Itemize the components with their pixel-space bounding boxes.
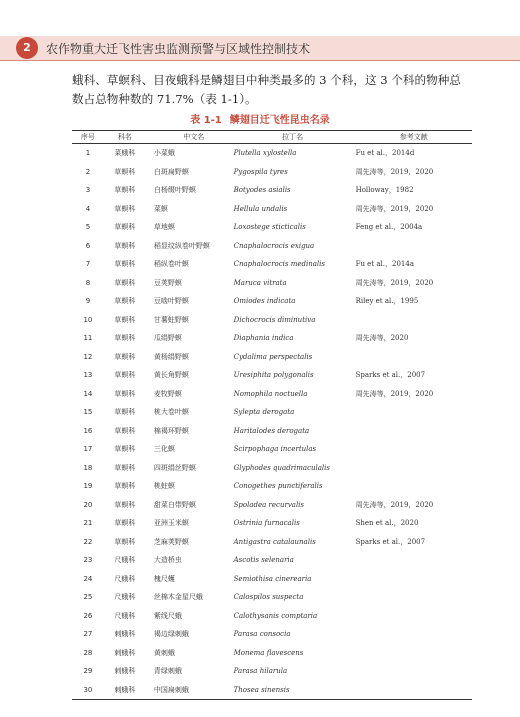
table-row [72, 274, 472, 293]
table-row [72, 496, 472, 515]
cell-no: 15 [83, 408, 93, 417]
cell-family: 草螟科 [114, 389, 136, 398]
table-caption-title: 鳞翅目迁飞性昆虫名录 [229, 115, 330, 126]
cell-reference: Fu et al.，2014a [355, 260, 414, 269]
cell-latin-name: Antigastra catalaunalis [233, 537, 316, 546]
table-row [72, 292, 472, 311]
cell-latin-name: Maruca vitrata [233, 278, 287, 287]
cell-reference: 周先涛等，2019，2020 [355, 500, 434, 509]
cell-family: 草螟科 [114, 482, 136, 491]
cell-no: 23 [83, 556, 93, 565]
cell-no: 19 [83, 482, 93, 491]
table-row [72, 570, 472, 589]
cell-chinese-name: 褐边绿刺蛾 [153, 630, 189, 639]
cell-family: 草螟科 [114, 315, 136, 324]
cell-reference [352, 422, 472, 441]
cell-family: 草螟科 [114, 260, 136, 269]
cell-no: 2 [85, 167, 91, 176]
cell-no: 17 [83, 445, 93, 454]
cell-no: 27 [83, 630, 93, 639]
table-row [72, 625, 472, 644]
cell-no: 24 [83, 574, 93, 583]
cell-chinese-name: 白斑扁野螟 [153, 167, 189, 176]
cell-reference: 周先涛等，2019，2020 [355, 278, 434, 287]
column-header-chinese-name: 中文名 [146, 131, 234, 144]
cell-no: 28 [83, 648, 93, 657]
cell-chinese-name: 豆荚野螟 [153, 278, 182, 287]
cell-reference [352, 311, 472, 330]
cell-reference: 周先涛等，2020 [355, 334, 409, 343]
table-row [72, 311, 472, 330]
table-row [72, 144, 472, 163]
column-header-reference: 参考文献 [352, 131, 472, 144]
cell-no: 12 [83, 352, 93, 361]
cell-no: 22 [83, 537, 93, 546]
cell-latin-name: Haritalodes derogata [233, 426, 310, 435]
cell-chinese-name: 槐尺蠖 [153, 574, 175, 583]
cell-chinese-name: 白杨缀叶野螟 [153, 186, 196, 195]
cell-reference: Shen et al.，2020 [355, 519, 419, 528]
cell-reference: 周先涛等，2019，2020 [355, 204, 434, 213]
cell-family: 草螟科 [114, 167, 136, 176]
cell-reference [352, 403, 472, 422]
cell-reference [352, 551, 472, 570]
cell-chinese-name: 豆啮叶野螟 [153, 297, 189, 306]
table-row [72, 477, 472, 496]
cell-no: 18 [83, 463, 93, 472]
table-caption-number: 表 1-1 [190, 115, 222, 126]
cell-no: 1 [85, 149, 91, 158]
column-header-latin-name: 拉丁名 [234, 131, 352, 144]
cell-reference [352, 644, 472, 663]
cell-latin-name: Ascotis selenaria [233, 556, 294, 565]
cell-chinese-name: 甜菜白带野螟 [153, 500, 196, 509]
cell-reference [352, 570, 472, 589]
cell-latin-name: Spoladea recurvalis [233, 500, 305, 509]
cell-family: 刺蛾科 [114, 648, 136, 657]
cell-latin-name: Monema flavescens [233, 648, 304, 657]
cell-latin-name: Nomophila noctuella [233, 389, 308, 398]
table-row [72, 681, 472, 700]
body-paragraph: 蛾科、草螟科、目夜蛾科是鳞翅目中种类最多的 3 个科，这 3 个科的物种总数占总物种数的 71.7%（表 1-1）。 [72, 73, 461, 106]
cell-latin-name: Hellula undalis [233, 204, 288, 213]
cell-family: 草螟科 [114, 519, 136, 528]
cell-no: 26 [83, 611, 93, 620]
cell-latin-name: Botyodes asialis [233, 186, 291, 195]
cell-reference: Feng et al.，2004a [355, 223, 423, 232]
table-row [72, 588, 472, 607]
cell-family: 草螟科 [114, 278, 136, 287]
cell-family: 草螟科 [114, 334, 136, 343]
cell-chinese-name: 紫线尺蛾 [153, 611, 182, 620]
cell-reference [352, 607, 472, 626]
cell-latin-name: Dichocrocis diminutiva [233, 315, 316, 324]
cell-family: 草螟科 [114, 408, 136, 417]
cell-no: 14 [83, 389, 93, 398]
table-row [72, 607, 472, 626]
cell-reference: Sparks et al.，2007 [355, 371, 426, 380]
column-header-family: 科名 [104, 131, 146, 144]
cell-family: 刺蛾科 [114, 667, 136, 676]
cell-chinese-name: 瓜绢野螟 [153, 334, 182, 343]
cell-latin-name: Sylepta derogata [233, 408, 295, 417]
cell-latin-name: Glyphodes quadrimaculalis [233, 463, 331, 472]
cell-chinese-name: 桃大卷叶螟 [153, 408, 189, 417]
cell-no: 16 [83, 426, 93, 435]
cell-chinese-name: 黄长角野螟 [153, 371, 189, 380]
table-header-row [72, 131, 472, 144]
cell-latin-name: Parasa hilarula [233, 667, 288, 676]
cell-latin-name: Loxostege sticticalis [233, 223, 306, 232]
cell-no: 3 [85, 186, 91, 195]
table-row [72, 403, 472, 422]
cell-chinese-name: 丝棉木金星尺蛾 [153, 593, 203, 602]
table-caption [0, 111, 520, 126]
species-table [72, 130, 472, 700]
table-row [72, 514, 472, 533]
cell-latin-name: Calothysanis comptaria [233, 611, 318, 620]
cell-family: 尺蛾科 [114, 556, 136, 565]
cell-chinese-name: 甘薯蛀野螟 [153, 315, 189, 324]
cell-reference: Sparks et al.，2007 [355, 537, 426, 546]
cell-no: 13 [83, 371, 93, 380]
table-row [72, 662, 472, 681]
cell-reference [352, 477, 472, 496]
cell-latin-name: Uresiphita polygonalis [233, 371, 314, 380]
cell-chinese-name: 芝麻荚野螟 [153, 537, 189, 546]
cell-no: 8 [85, 278, 91, 287]
cell-reference [352, 662, 472, 681]
cell-reference: Holloway，1982 [355, 186, 414, 195]
table-row [72, 181, 472, 200]
cell-chinese-name: 稻纵卷叶螟 [153, 260, 189, 269]
cell-latin-name: Cydalima perspectalis [233, 352, 313, 361]
cell-latin-name: Omiodes indicata [233, 297, 296, 306]
cell-family: 草螟科 [114, 241, 136, 250]
book-title: 农作物重大迁飞性害虫监测预警与区域性控制技术 [46, 42, 311, 56]
cell-latin-name: Cnaphalocrocis exigua [233, 241, 315, 250]
cell-no: 25 [83, 593, 93, 602]
cell-latin-name: Diaphania indica [233, 334, 294, 343]
cell-reference: 周先涛等，2019，2020 [355, 167, 434, 176]
cell-family: 草螟科 [114, 204, 136, 213]
cell-latin-name: Parasa consocia [233, 630, 291, 639]
cell-family: 草螟科 [114, 186, 136, 195]
cell-family: 尺蛾科 [114, 574, 136, 583]
cell-reference [352, 348, 472, 367]
cell-family: 草螟科 [114, 463, 136, 472]
cell-family: 刺蛾科 [104, 681, 146, 700]
cell-latin-name: Semiothisa cinerearia [233, 574, 312, 583]
cell-family: 刺蛾科 [114, 630, 136, 639]
cell-no: 4 [85, 204, 91, 213]
cell-no: 29 [83, 667, 93, 676]
table-row [72, 366, 472, 385]
table-row [72, 440, 472, 459]
cell-chinese-name: 小菜蛾 [153, 149, 175, 158]
cell-latin-name: Calospilos suspecta [233, 593, 304, 602]
cell-family: 草螟科 [114, 223, 136, 232]
cell-chinese-name: 亚洲玉米螟 [153, 519, 189, 528]
cell-chinese-name: 四斑绢丝野螟 [153, 463, 196, 472]
table-row [72, 237, 472, 256]
cell-family: 草螟科 [114, 537, 136, 546]
table-row [72, 422, 472, 441]
cell-reference [352, 625, 472, 644]
cell-latin-name: Conogethes punctiferalis [233, 482, 323, 491]
cell-family: 草螟科 [114, 500, 136, 509]
cell-chinese-name: 桃蛀螟 [153, 482, 175, 491]
cell-reference [352, 459, 472, 478]
cell-chinese-name: 大造桥虫 [153, 556, 182, 565]
cell-chinese-name: 黄刺蛾 [153, 648, 175, 657]
cell-chinese-name: 草地螟 [153, 223, 175, 232]
table-row [72, 200, 472, 219]
cell-reference [352, 440, 472, 459]
species-table-body [72, 144, 472, 700]
cell-latin-name: Scirpophaga incertulas [233, 445, 317, 454]
cell-family: 草螟科 [114, 445, 136, 454]
cell-latin-name: Pygospila tyres [233, 167, 288, 176]
table-row [72, 218, 472, 237]
cell-chinese-name: 棉褐环野螟 [153, 426, 189, 435]
cell-reference: Fu et al.，2014d [355, 149, 415, 158]
table-row [72, 644, 472, 663]
column-header-no: 序号 [72, 131, 104, 144]
cell-reference [352, 588, 472, 607]
cell-no: 9 [85, 297, 91, 306]
table-row [72, 163, 472, 182]
cell-no: 6 [85, 241, 91, 250]
cell-reference [352, 237, 472, 256]
cell-family: 草螟科 [114, 426, 136, 435]
cell-chinese-name: 青绿刺蛾 [153, 667, 182, 676]
table-row [72, 329, 472, 348]
cell-family: 草螟科 [114, 371, 136, 380]
cell-no: 7 [85, 260, 91, 269]
table-row [72, 255, 472, 274]
cell-latin-name: Plutella xylostella [233, 149, 297, 158]
cell-family: 草螟科 [114, 352, 136, 361]
table-row [72, 551, 472, 570]
table-row [72, 533, 472, 552]
cell-reference: 周先涛等，2019，2020 [355, 389, 434, 398]
cell-no: 11 [83, 334, 93, 343]
cell-chinese-name: 麦牧野螟 [153, 389, 182, 398]
cell-no: 30 [72, 681, 104, 700]
cell-latin-name: Ostrinia furnacalis [233, 519, 300, 528]
cell-family: 菜蛾科 [114, 149, 136, 158]
table-row [72, 459, 472, 478]
running-header-rule [0, 60, 520, 61]
cell-no: 5 [85, 223, 91, 232]
cell-reference: Riley et al.，1995 [355, 297, 419, 306]
cell-chinese-name: 菜螟 [153, 204, 168, 213]
cell-no: 21 [83, 519, 93, 528]
cell-no: 10 [83, 315, 93, 324]
cell-chinese-name: 黄杨绢野螟 [153, 352, 189, 361]
cell-latin-name: Thosea sinensis [234, 681, 352, 700]
cell-chinese-name: 三化螟 [153, 445, 175, 454]
cell-no: 20 [83, 500, 93, 509]
table-row [72, 348, 472, 367]
table-row [72, 385, 472, 404]
cell-chinese-name: 中国扁刺蛾 [146, 681, 234, 700]
cell-family: 草螟科 [114, 297, 136, 306]
page-number: 2 [16, 37, 38, 59]
cell-family: 尺蛾科 [114, 611, 136, 620]
cell-latin-name: Cnaphalocrocis medinalis [233, 260, 325, 269]
cell-reference [352, 681, 472, 700]
cell-family: 尺蛾科 [114, 593, 136, 602]
cell-chinese-name: 稻显纹纵卷叶野螟 [153, 241, 210, 250]
